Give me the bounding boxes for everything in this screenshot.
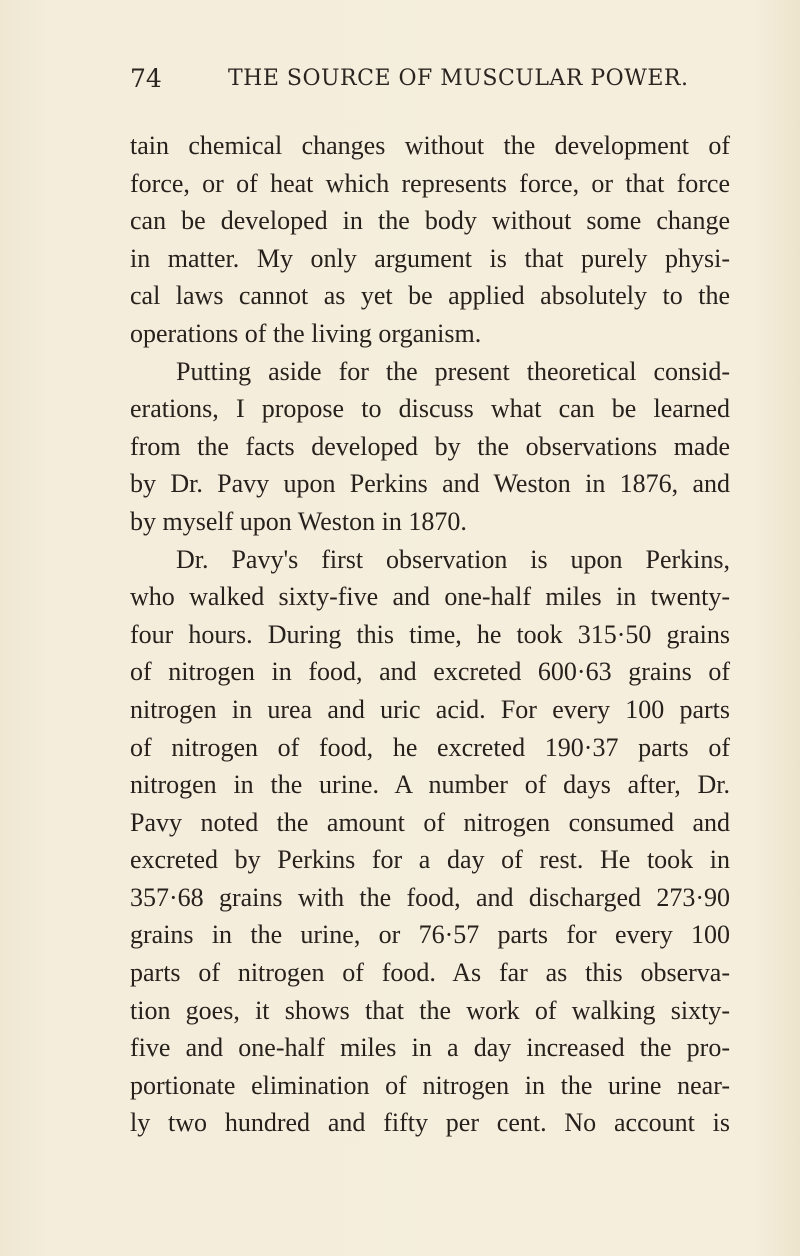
running-title: THE SOURCE OF MUSCULAR POWER.	[228, 66, 689, 91]
text-line: 357·68 grains with the food, and discharged 273·90	[130, 882, 730, 912]
text-line: of nitrogen of food, he excreted 190·37 parts of	[130, 732, 730, 762]
running-head	[130, 64, 726, 100]
text-line: by myself upon Weston in 1870.	[130, 506, 467, 536]
text-line: parts of nitrogen of food. As far as this observa-	[130, 958, 730, 988]
text-line: Putting aside for the present theoretical consid-	[176, 356, 730, 386]
text-line: operations of the living organism.	[130, 318, 482, 348]
text-line: erations, I propose to discuss what can be learned	[130, 394, 730, 424]
text-line: from the facts developed by the observations made	[130, 431, 730, 461]
text-line: of nitrogen in food, and excreted 600·63 grains of	[130, 657, 730, 687]
text-line: cal laws cannot as yet be applied absolutely to the	[130, 281, 730, 311]
text-line: four hours. During this time, he took 315·50 grains	[130, 619, 730, 649]
text-line: excreted by Perkins for a day of rest. He took in	[130, 845, 730, 875]
text-line: Dr. Pavy's first observation is upon Perkins,	[176, 544, 730, 574]
text-line: nitrogen in urea and uric acid. For every 100 parts	[130, 694, 730, 724]
text-line: tain chemical changes without the development of	[130, 131, 730, 160]
text-line: can be developed in the body without some change	[130, 206, 730, 236]
text-line: five and one-half miles in a day increased the pro-	[130, 1033, 730, 1063]
text-line: force, or of heat which represents force, or that force	[130, 168, 730, 198]
text-line: who walked sixty-five and one-half miles in twenty-	[130, 582, 730, 612]
text-line: by Dr. Pavy upon Perkins and Weston in 1876, and	[130, 469, 730, 499]
text-line: nitrogen in the urine. A number of days after, Dr.	[130, 770, 730, 800]
text-line: grains in the urine, or 76·57 parts for every 100	[130, 920, 730, 950]
text-line: in matter. My only argument is that purely physi-	[130, 243, 730, 273]
body-text	[130, 127, 730, 1142]
text-line: tion goes, it shows that the work of walking sixty-	[130, 995, 730, 1025]
text-line: Pavy noted the amount of nitrogen consumed and	[130, 807, 730, 837]
page-number: 74	[130, 64, 162, 93]
text-line: ly two hundred and fifty per cent. No account is	[130, 1108, 730, 1138]
text-line: portionate elimination of nitrogen in the urine near-	[130, 1070, 730, 1100]
